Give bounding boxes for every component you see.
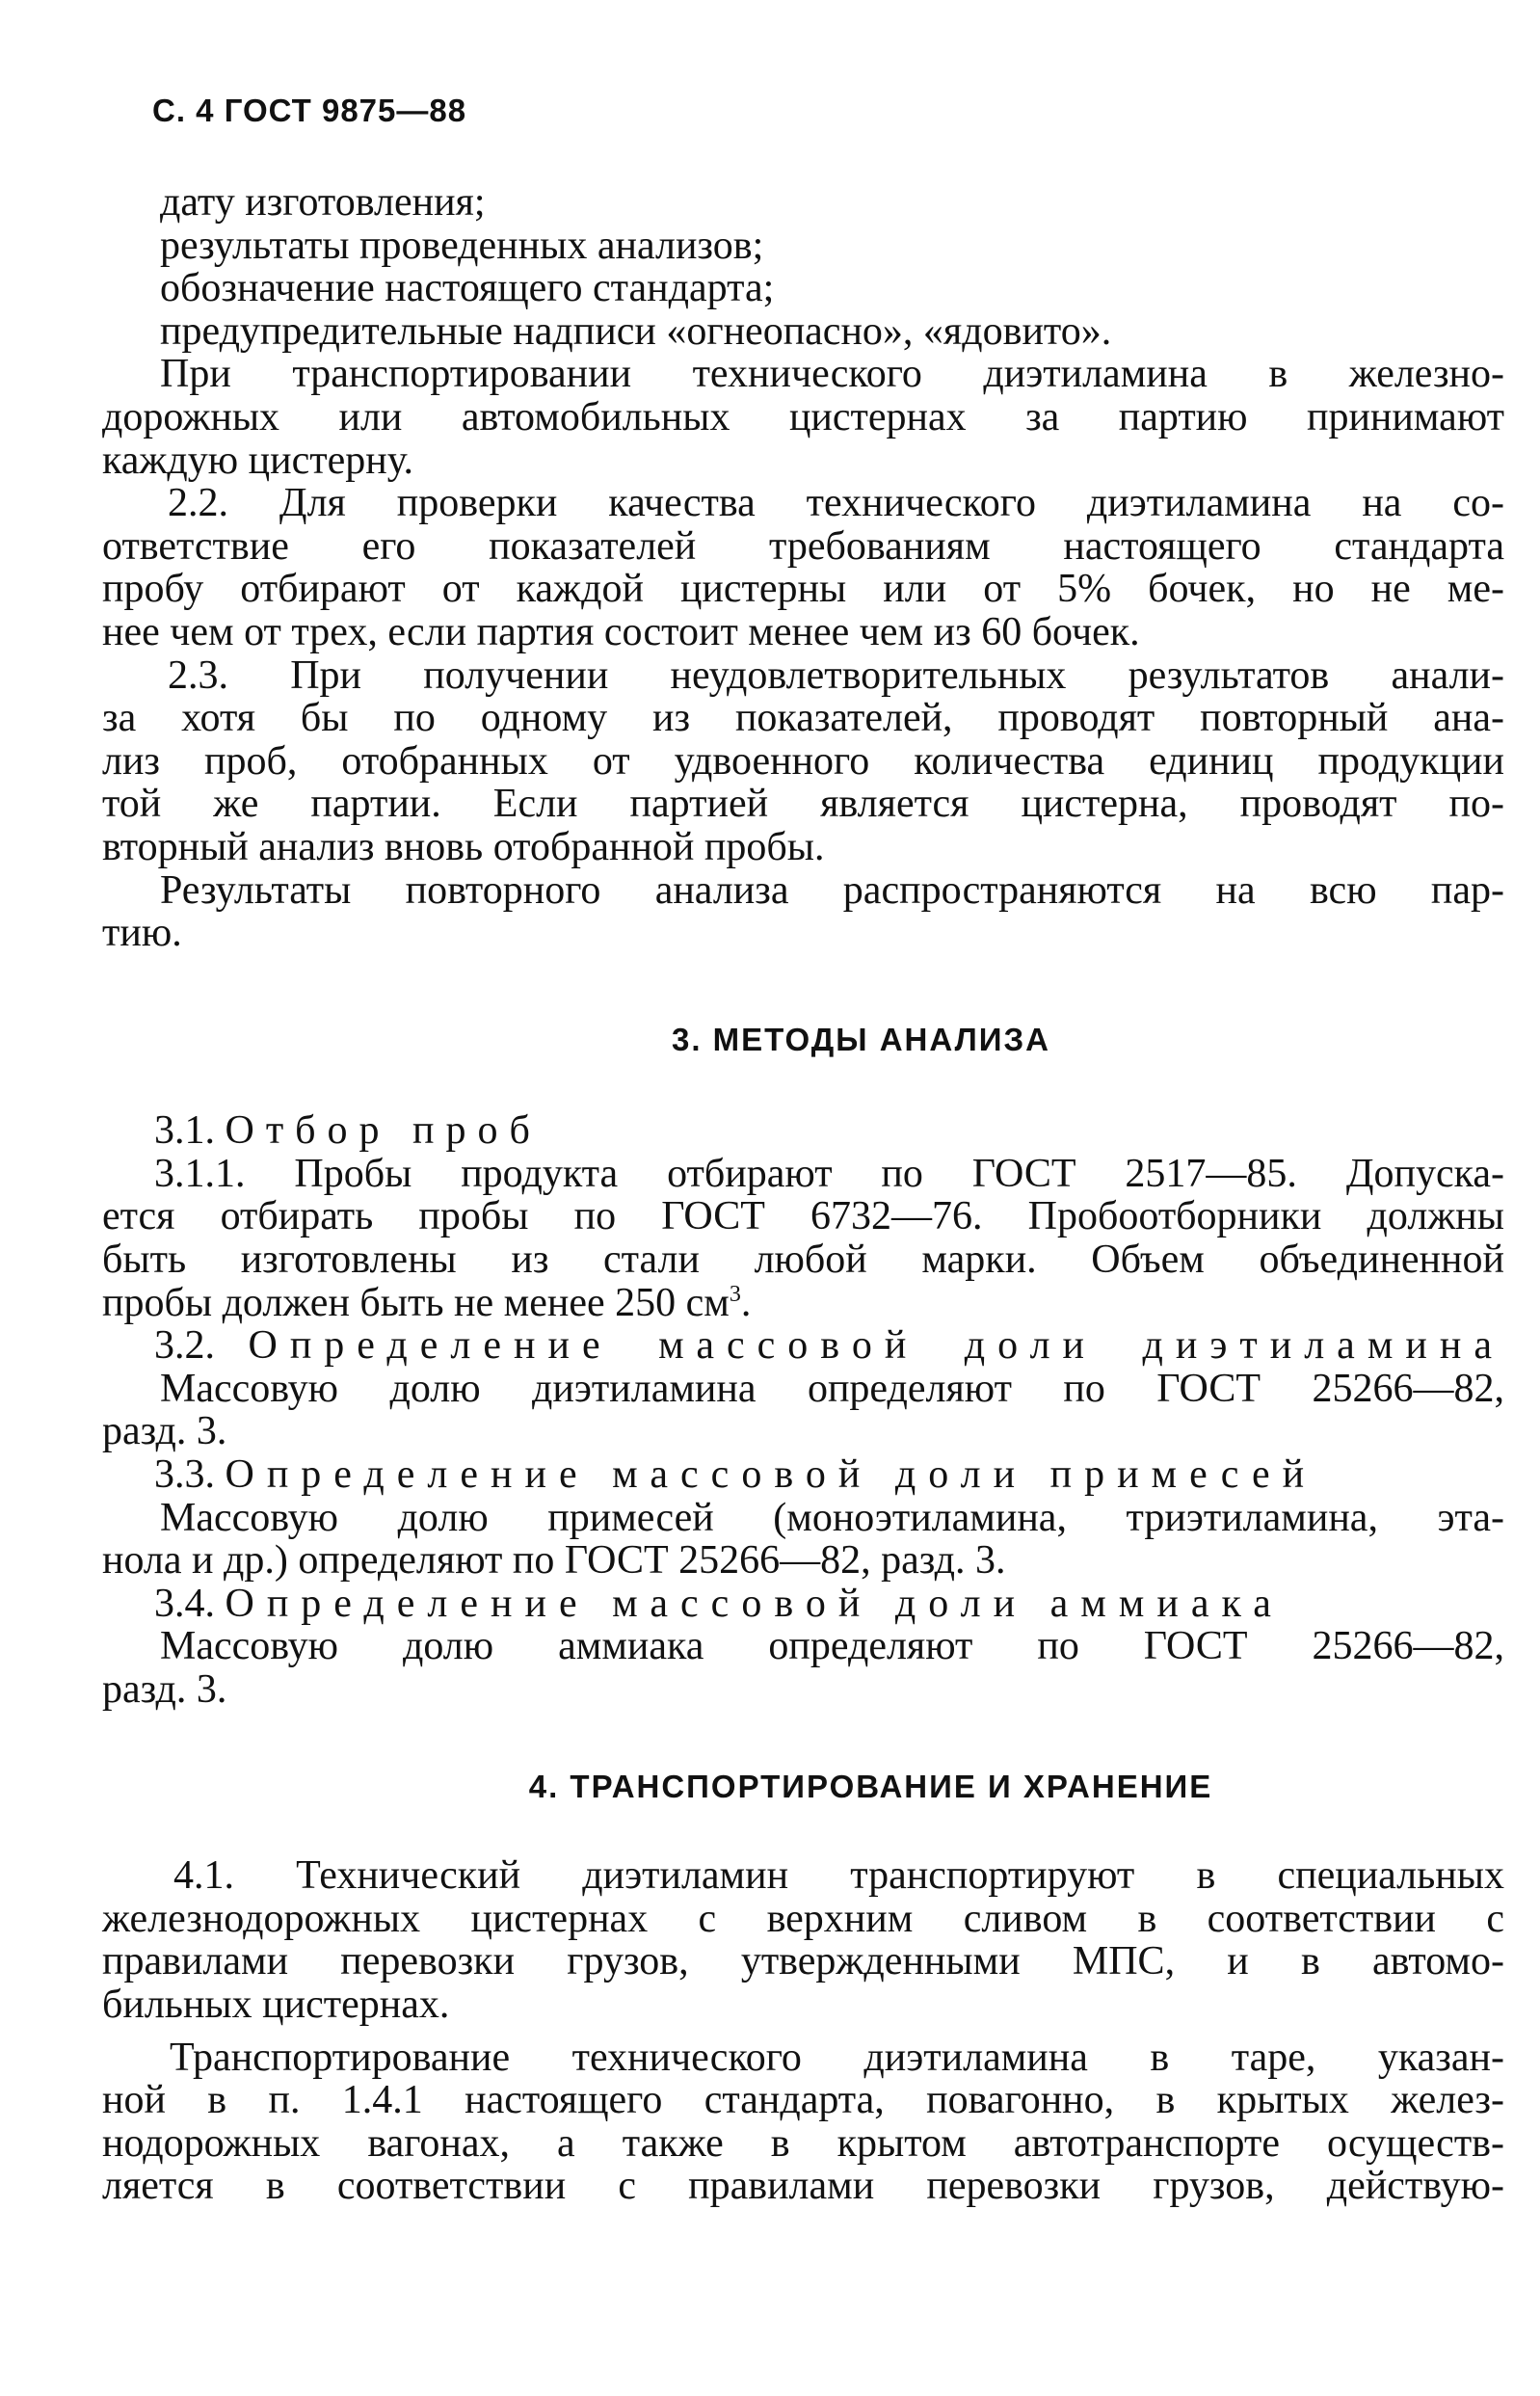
section-heading: 3. МЕТОДЫ АНАЛИЗА: [671, 1021, 1051, 1057]
subsection-title: [154, 1583, 1504, 1626]
paragraph-line: ной в п. 1.4.1 настоящего стандарта, повагонно, в крытых желез-: [102, 2078, 1504, 2123]
subsection-name: Определение массовой доли аммиака: [225, 1581, 1284, 1626]
list-item: обозначение настоящего стандарта;: [160, 266, 775, 311]
clause-3-4-line: Массовую долю аммиака определяют по ГОСТ 25266—82,: [160, 1624, 1504, 1669]
list-item: предупредительные надписи «огнеопасно», «ядовито».: [160, 308, 1112, 354]
clause-3-1-1-line: 3.1.1. Пробы продукта отбирают по ГОСТ 2517—85. Допуска-: [154, 1151, 1504, 1196]
clause-3-4-line: разд. 3.: [102, 1667, 227, 1712]
clause-3-3-line: Массовую долю примесей (моноэтиламина, триэтиламина, эта-: [160, 1495, 1504, 1540]
clause-2-3-line: лиз проб, отобранных от удвоенного количества единиц продукции: [102, 738, 1504, 784]
subsection-number: 3.4.: [154, 1581, 215, 1626]
clause-3-2-line: Массовую долю диэтиламина определяют по ГОСТ 25266—82,: [160, 1366, 1504, 1411]
clause-2-2-line: нее чем от трех, если партия состоит менее чем из 60 бочек.: [102, 609, 1140, 654]
paragraph-line: Транспортирование технического диэтиламина в таре, указан-: [170, 2035, 1504, 2080]
clause-2-3-line: той же партии. Если партией является цистерна, проводят по-: [102, 782, 1504, 827]
period: .: [740, 1280, 752, 1325]
clause-2-3-line: 2.3. При получении неудовлетворительных результатов анали-: [168, 652, 1504, 698]
paragraph-line: каждую цистерну.: [102, 438, 414, 483]
clause-2-3-line: за хотя бы по одному из показателей, проводят повторный ана-: [102, 696, 1504, 741]
clause-4-1-line: правилами перевозки грузов, утвержденными МПС, и в автомо-: [102, 1939, 1504, 1984]
subsection-name: Отбор проб: [225, 1108, 542, 1154]
section-heading: 4. ТРАНСПОРТИРОВАНИЕ И ХРАНЕНИЕ: [528, 1768, 1213, 1804]
paragraph-line: дорожных или автомобильных цистернах за партию принимают: [102, 394, 1504, 439]
superscript: 3: [729, 1281, 741, 1307]
clause-3-1-1-line: быть изготовлены из стали любой марки. Объем объединенной: [102, 1238, 1504, 1283]
clause-2-2-line: 2.2. Для проверки качества технического диэтиламина на со-: [168, 481, 1504, 526]
paragraph-line: ляется в соответствии с правилами перевозки грузов, действую-: [102, 2164, 1504, 2209]
body-text: [102, 180, 1504, 2209]
clause-4-1-line: 4.1. Технический диэтиламин транспортируют в специальных: [173, 1853, 1504, 1899]
clause-4-1-line: железнодорожных цистернах с верхним сливом в соответствии с: [102, 1896, 1504, 1941]
paragraph-line: Результаты повторного анализа распространяются на всю пар-: [160, 867, 1504, 913]
clause-3-1-1-line: ется отбирать пробы по ГОСТ 6732—76. Пробоотборники должны: [102, 1194, 1504, 1239]
clause-3-1-1-line: [102, 1282, 1504, 1325]
subsection-number: 3.3.: [154, 1452, 215, 1498]
subsection-name: Определение массовой доли примесей: [225, 1452, 1317, 1498]
clause-3-2-line: разд. 3.: [102, 1409, 227, 1454]
subsection-title: [154, 1109, 1504, 1153]
running-head: С. 4 ГОСТ 9875—88: [152, 93, 467, 128]
subsection-number: 3.2.: [154, 1323, 215, 1369]
paragraph-line: нодорожных вагонах, а также в крытом автотранспорте осуществ-: [102, 2120, 1504, 2166]
list-item: дату изготовления;: [160, 180, 486, 225]
clause-4-1-line: бильных цистернах.: [102, 1982, 450, 2027]
clause-3-3-line: нола и др.) определяют по ГОСТ 25266—82, разд. 3.: [102, 1538, 1006, 1584]
subsection-name: Определение массовой доли диэтиламина: [248, 1323, 1504, 1369]
list-item: результаты проведенных анализов;: [160, 223, 764, 268]
subsection-number: 3.1.: [154, 1108, 215, 1154]
clause-2-2-line: ответствие его показателей требованиям настоящего стандарта: [102, 523, 1504, 569]
clause-2-2-line: пробу отбирают от каждой цистерны или от 5% бочек, но не ме-: [102, 567, 1504, 612]
paragraph-line: тию.: [102, 911, 182, 956]
subsection-title: [154, 1324, 1504, 1368]
paragraph-line: При транспортировании технического диэтиламина в железно-: [160, 352, 1504, 397]
clause-3-1-1-last: пробы должен быть не менее 250 см: [102, 1280, 730, 1325]
subsection-title: [154, 1453, 1504, 1497]
clause-2-3-line: вторный анализ вновь отобранной пробы.: [102, 824, 825, 869]
